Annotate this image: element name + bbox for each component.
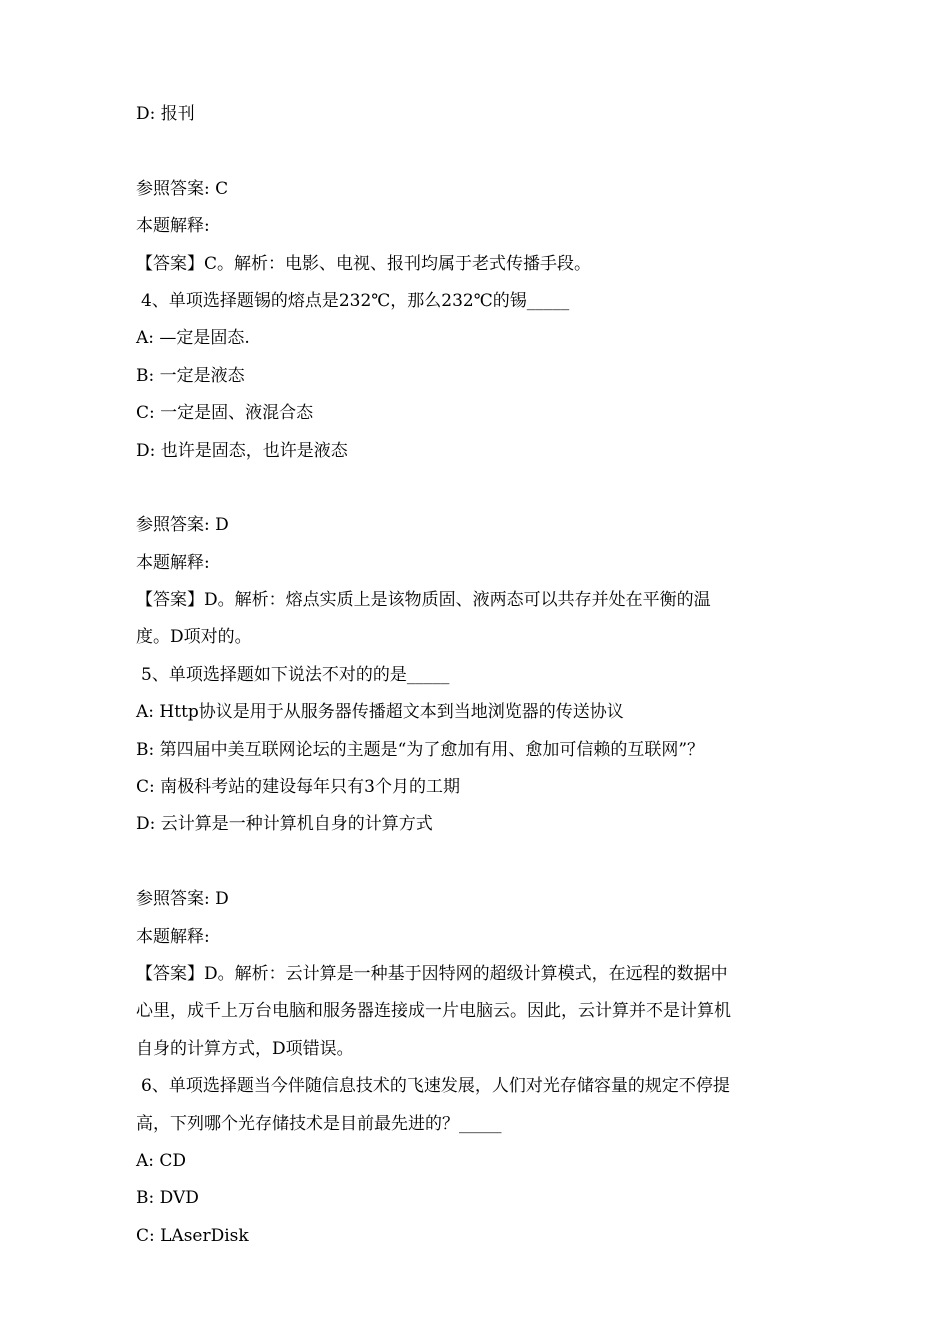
q4-explain-line-1: 【答案】D。解析：熔点实质上是该物质固、液两态可以共存并处在平衡的温 (136, 590, 711, 611)
spacer (136, 844, 816, 881)
q4-option-a: A: —定是固态. (136, 328, 250, 349)
q3-explain: 【答案】C。解析：电影、电视、报刊均属于老式传播手段。 (136, 253, 592, 274)
q4-option-c: C: 一定是固、液混合态 (136, 403, 314, 424)
q3-answer: 参照答案: C (136, 178, 229, 199)
q4-option-b: B: 一定是液态 (136, 365, 245, 386)
q4-option-d: D: 也许是固态，也许是液态 (136, 440, 348, 461)
spacer (136, 470, 816, 507)
q3-explain-label: 本题解释: (136, 216, 210, 237)
spacer (136, 133, 816, 170)
q6-option-b: B: DVD (136, 1188, 199, 1209)
q5-explain-label: 本题解释: (136, 926, 210, 947)
q5-option-b: B: 第四届中美互联网论坛的主题是“为了愈加有用、愈加可信赖的互联网”？ (136, 739, 705, 760)
q4-explain-label: 本题解释: (136, 552, 210, 573)
q3-option-d: D: 报刊 (136, 104, 195, 124)
q5-explain-line-1: 【答案】D。解析：云计算是一种基于因特网的超级计算模式，在远程的数据中 (136, 963, 728, 984)
q6-question-line-1: 6、单项选择题当今伴随信息技术的飞速发展，人们对光存储容量的规定不停提 (141, 1076, 730, 1097)
q5-option-c: C: 南极科考站的建设每年只有3个月的工期 (136, 777, 460, 798)
q5-option-d: D: 云计算是一种计算机自身的计算方式 (136, 814, 433, 835)
q5-explain-line-2: 心里，成千上万台电脑和服务器连接成一片电脑云。因此，云计算并不是计算机 (136, 1001, 731, 1022)
q5-explain-line-3: 自身的计算方式，D项错误。 (136, 1038, 354, 1059)
q6-question-line-2: 高，下列哪个光存储技术是目前最先进的？_____ (136, 1113, 502, 1134)
q4-explain-line-2: 度。D项对的。 (136, 627, 252, 648)
q4-answer: 参照答案: D (136, 515, 229, 536)
q6-option-c: C: LAserDisk (136, 1225, 249, 1246)
q6-option-a: A: CD (136, 1150, 187, 1171)
document-page (136, 96, 816, 1255)
q4-question: 4、单项选择题锡的熔点是232℃，那么232℃的锡_____ (141, 290, 570, 311)
q5-question: 5、单项选择题如下说法不对的的是_____ (141, 664, 450, 685)
q5-option-a: A: Http协议是用于从服务器传播超文本到当地浏览器的传送协议 (136, 702, 624, 723)
q5-answer: 参照答案: D (136, 889, 229, 910)
